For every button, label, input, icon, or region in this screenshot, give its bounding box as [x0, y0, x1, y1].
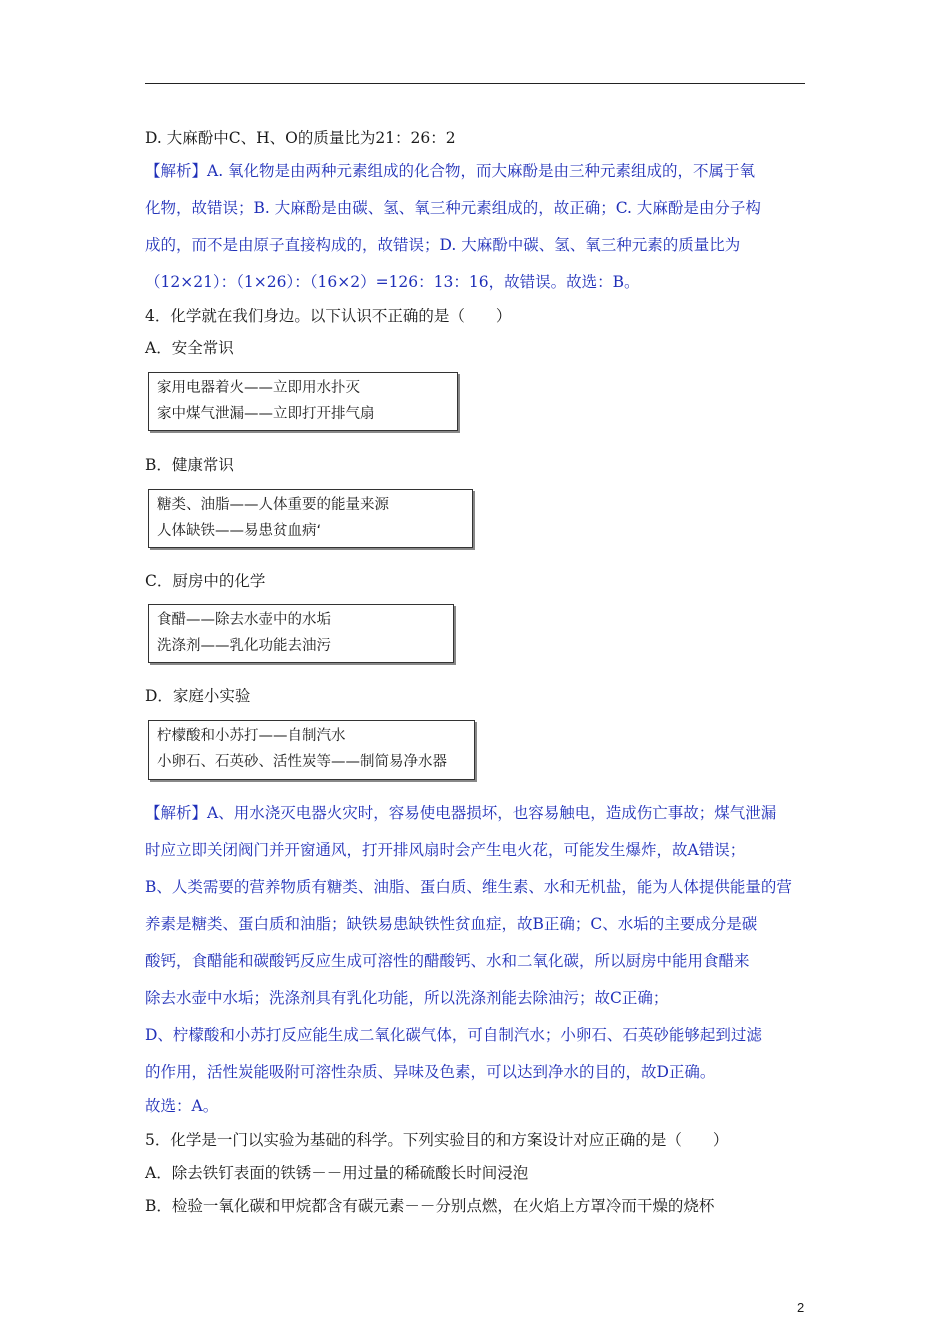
- q4-analysis-line-3: B、人类需要的营养物质有糖类、油脂、蛋白质、维生素、水和无机盐，能为人体提供能量的营: [145, 878, 792, 896]
- q5-option-b: B．检验一氧化碳和甲烷都含有碳元素－－分别点燃，在火焰上方罩冷而干燥的烧杯: [145, 1197, 715, 1215]
- q4-analysis-line-2: 时应立即关闭阀门并开窗通风，打开排风扇时会产生电火花，可能发生爆炸，故A错误；: [145, 841, 746, 859]
- q4-option-a-line-2: 家中煤气泄漏——立即打开排气扇: [157, 406, 375, 422]
- q3-option-d: D. 大麻酚中C、H、O的质量比为21：26：2: [145, 129, 456, 147]
- q4-option-d-line-2: 小卵石、石英砂、活性炭等——制简易净水器: [157, 754, 447, 770]
- q4-analysis-line-8: 的作用，活性炭能吸附可溶性杂质、异味及色素，可以达到净水的目的，故D正确。: [145, 1063, 716, 1081]
- q3-analysis-line-3: 成的，而不是由原子直接构成的，故错误；D. 大麻酚中碳、氢、氧三种元素的质量比为: [145, 236, 741, 254]
- q4-option-b-line-1: 糖类、油脂——人体重要的能量来源: [157, 497, 389, 513]
- q4-option-b-label: B．健康常识: [145, 456, 234, 474]
- q4-answer: 故选：A。: [145, 1097, 219, 1115]
- q4-stem: 4．化学就在我们身边。以下认识不正确的是（ ）: [145, 307, 512, 325]
- q4-option-a-line-1: 家用电器着火——立即用水扑灭: [157, 380, 360, 396]
- q4-analysis-line-4: 养素是糖类、蛋白质和油脂；缺铁易患缺铁性贫血症，故B正确；C、水垢的主要成分是碳: [145, 915, 758, 933]
- q3-analysis-line-1: 【解析】A. 氧化物是由两种元素组成的化合物，而大麻酚是由三种元素组成的，不属于氧: [145, 162, 756, 180]
- q4-analysis-line-7: D、柠檬酸和小苏打反应能生成二氧化碳气体，可自制汽水；小卵石、石英砂能够起到过滤: [145, 1026, 762, 1044]
- header-rule: [145, 83, 805, 84]
- q5-stem: 5．化学是一门以实验为基础的科学。下列实验目的和方案设计对应正确的是（ ）: [145, 1131, 729, 1149]
- q4-option-d-box: [148, 720, 475, 780]
- q4-option-d-label: D．家庭小实验: [145, 687, 251, 705]
- q3-analysis-line-4: （12×21）：（1×26）：（16×2）=126：13：16，故错误。故选：B。: [145, 273, 640, 291]
- q4-analysis-line-5: 酸钙，食醋能和碳酸钙反应生成可溶性的醋酸钙、水和二氧化碳，所以厨房中能用食醋来: [145, 952, 750, 970]
- q4-option-a-label: A．安全常识: [145, 339, 234, 357]
- q4-analysis-line-6: 除去水壶中水垢；洗涤剂具有乳化功能，所以洗涤剂能去除油污；故C正确；: [145, 989, 669, 1007]
- q5-option-a: A．除去铁钉表面的铁锈－－用过量的稀硫酸长时间浸泡: [145, 1164, 529, 1182]
- q4-analysis-line-1: 【解析】A、用水浇灭电器火灾时，容易使电器损坏，也容易触电，造成伤亡事故；煤气泄漏: [145, 804, 777, 822]
- q3-analysis-line-2: 化物，故错误；B. 大麻酚是由碳、氢、氧三种元素组成的，故正确；C. 大麻酚是由分子构: [145, 199, 761, 217]
- q4-option-a-box: [148, 372, 458, 431]
- q4-option-c-line-1: 食醋——除去水壶中的水垢: [157, 612, 331, 628]
- q4-option-b-box: [148, 489, 473, 548]
- q4-option-c-label: C．厨房中的化学: [145, 572, 266, 590]
- q4-option-b-line-2: 人体缺铁——易患贫血病‘: [157, 523, 322, 539]
- q4-option-c-box: [148, 604, 454, 663]
- q4-option-d-line-1: 柠檬酸和小苏打——自制汽水: [157, 728, 346, 744]
- page-number: 2: [797, 1300, 805, 1315]
- q4-option-c-line-2: 洗涤剂——乳化功能去油污: [157, 638, 331, 654]
